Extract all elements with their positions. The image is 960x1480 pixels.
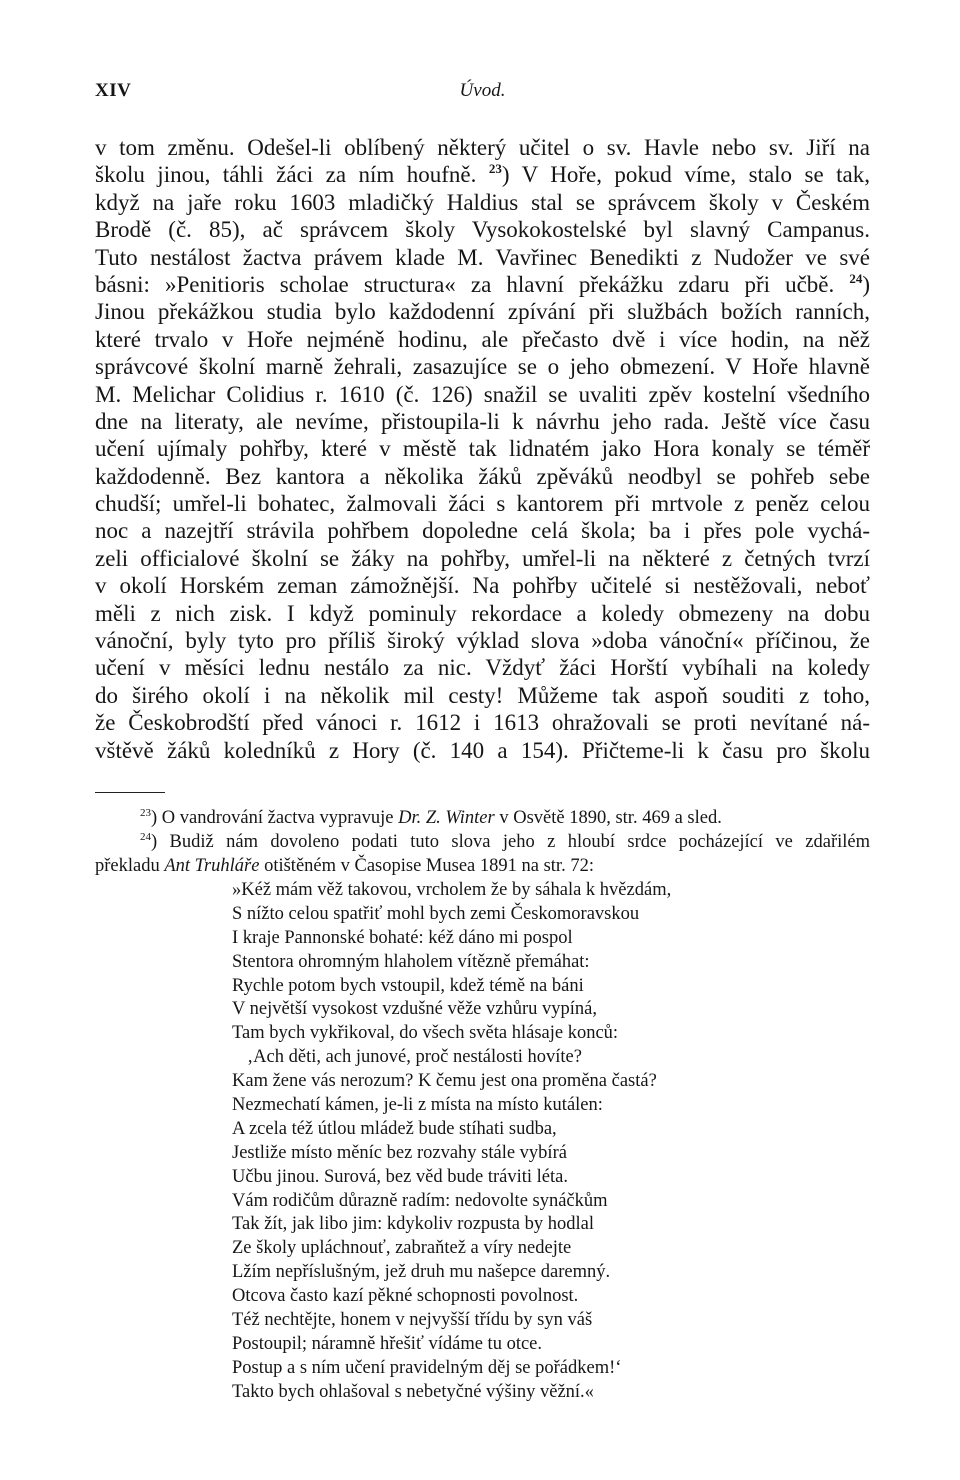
poem-line: Učbu jinou. Surová, bez věd bude tráviti léta. [232,1166,568,1187]
poem-line: Též nechtějte, honem v nejvyšší třídu by syn váš [232,1310,593,1331]
body-line: správcové školní marně žehrali, zasazujíce se o jeho obmezení. V Hoře hlavně [95,354,870,380]
body-line: vštěvě žáků koledníků z Hory (č. 140 a 154). Přičteme-li k času pro školu [95,737,870,763]
body-line: měli z nich zisk. I když pominuly rekordace a koledy obmezeny na dobu [95,600,870,626]
body-line: učení ujímaly pohřby, které v městě tak lidnatém jako Hora konaly se téměř [95,436,870,462]
footnote-rule [95,792,165,793]
body-line: školu jinou, táhli žáci za ním houfně. $^{23}$) V Hoře, pokud víme, stalo se tak, [95,161,870,188]
poem-line: Stentora ohromným hlaholem vítězně přemáhat: [232,951,590,972]
poem-line: Ze školy upláchnouť, zabraňtež a víry nedejte [232,1238,572,1259]
poem-line: Jestliže místo měníc bez rozvahy stále vybírá [232,1142,567,1163]
footnotes [95,806,870,878]
body-line: Tuto nestálost žactva právem klade M. Vavřinec Benedikti z Nudožer ve své [95,244,870,270]
body-line: do širého okolí i na několik mil cesty! Můžeme tak aspoň souditi z toho, [95,682,870,708]
body-line: Jinou překážkou studia bylo každodenní zpívání při službách božích ranních, [95,299,870,325]
poem-line: ‚Ach děti, ach junové, proč nestálosti hovíte? [247,1047,582,1068]
body-line: v tom změnu. Odešel-li oblíbený některý učitel o sv. Havle nebo sv. Jiří na [95,135,870,160]
page-number: XIV [95,80,132,101]
poem-line: Nezmechatí kámen, je-li z místa na místo kutálen: [232,1095,603,1116]
footnote-24: $^{24}$) Budiž nám dovoleno podati tuto slova jeho z hloubí srdce pocházející ve zdařilém [140,831,870,852]
footnote-mark: 23 [140,807,151,819]
poem-quotation [232,879,832,1405]
poem-line: Kam žene vás nerozum? K čemu jest ona proměna častá? [232,1071,657,1092]
body-line: chudší; umřel-li bohatec, žalmovali žáci s kantorem při mrtvole z peněz celou [95,491,870,517]
footnote-ref-23: 23 [488,161,502,177]
poem-line: Takto bych ohlašoval s nebetyčné výšiny věžní.« [232,1381,594,1402]
poem-line: Rychle potom bych vstoupil, kdež témě na báni [232,975,584,996]
body-line: které trvalo v Hoře nejméně hodinu, ale přečasto dvě i více hodin, na něž [95,326,870,352]
poem-line: Otcova často kazí pěkné schopnosti povolnost. [232,1286,579,1307]
poem-line: »Kéž mám věž takovou, vrcholem že by sáhala k hvězdám, [232,880,672,900]
body-line: Brodě (č. 85), ač správcem školy Vysokokostelské byl slavný Campanus. [95,217,870,243]
body-line: když na jaře roku 1603 mladičký Haldius stal se správcem školy v Českém [95,189,870,215]
body-line: v okolí Horském zeman zámožnější. Na pohřby učitelé si nestěžovali, neboť [95,573,870,599]
poem-line: S nížto celou spatřiť mohl bych zemi Českomoravskou [232,903,640,924]
running-title: Úvod. [459,80,506,101]
poem-line: Lžím nepříslušným, jež druh mu našepce daremný. [232,1262,611,1283]
poem-line: Postoupil; náramně hřešiť vídáme tu otce. [232,1333,543,1354]
body-line: M. Melichar Colidius r. 1610 (č. 126) snažil se uvaliti zpěv kostelní všedního [95,381,870,407]
body-text [95,134,870,764]
body-line: básni: »Penitioris scholae structura« za hlavní překážku zdaru při učbě. $^{24}$) [95,270,871,297]
footnote-author: Ant Truhláře [164,856,260,876]
poem-line: I kraje Pannonské bohaté: kéž dáno mi pospol [232,927,573,948]
body-line: každodenně. Bez kantora a několika žáků zpěváků neodbyl se pohřeb sebe [95,463,870,489]
body-line: zeli officialové školní se žáky na pohřby, umřel-li na některé z četných tvrzí [95,545,870,571]
body-line: vánoční, byly tyto pro příliš široký výklad slova »doba vánoční« příčinou, že [95,628,870,654]
footnote-24-cont: překladu Ant Truhláře otištěném v Časopise Musea 1891 na str. 72: [95,856,594,876]
body-line: učení v měsíci lednu nestálo za nic. Vždyť žáci Horští vybíhali na koledy [95,655,870,681]
poem-line: Postup a s ním učení pravidelným děj se pořádkem!‘ [232,1357,622,1378]
poem-line: Tak žít, jak libo jim: kdykoliv rozpusta by hodlal [232,1214,594,1235]
footnote-author: Dr. Z. Winter [398,808,495,828]
body-line: dne na literaty, ale nevíme, přistoupila-li k návrhu jeho rada. Ještě více času [95,408,870,434]
footnote-mark: 24 [140,831,151,843]
poem-line: Tam bych vykřikoval, do všech světa hlásaje konců: [232,1023,619,1044]
body-line: že Českobrodští před vánoci r. 1612 i 1613 ohražovali se proti nevítané ná- [95,710,870,736]
body-line: noc a nazejtří strávila pohřbem dopoledne celá škola; ba i přes pole vychá- [95,518,870,544]
footnote-23: $^{23}$) O vandrování žactva vypravuje Dr. Z. Winter v Osvětě 1890, str. 469 a sled. [140,807,722,828]
footnote-ref-24: 24 [849,270,863,286]
page-header [95,80,870,110]
poem-line: V největší vysokost vzdušné věže vzhůru vypíná, [232,999,597,1020]
poem-line: Vám rodičům důrazně radím: nedovolte synáčkům [232,1190,608,1211]
poem-line: A zcela též útlou mládež bude stíhati sudba, [232,1118,557,1139]
